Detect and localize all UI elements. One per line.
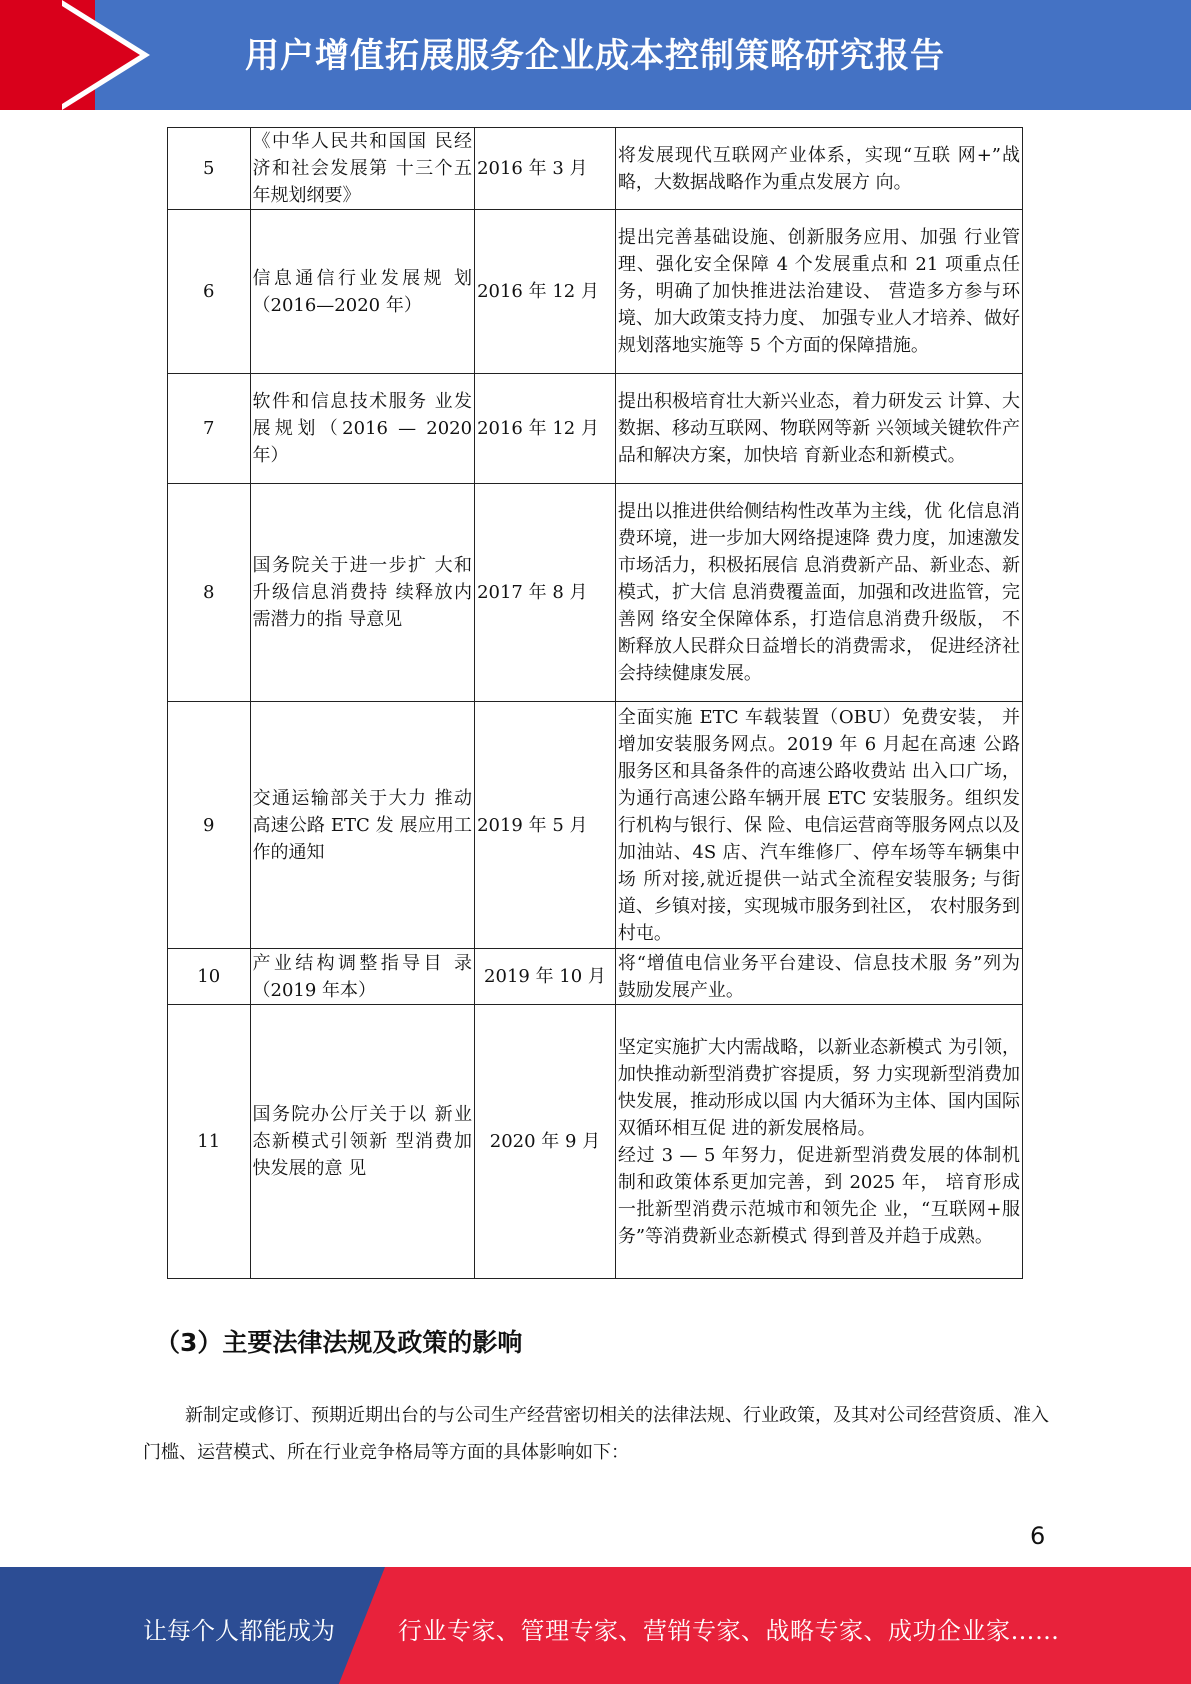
header-arrow xyxy=(62,6,140,104)
policy-name: 软件和信息技术服务 业发展规划（2016 — 2020 年） xyxy=(250,374,475,484)
row-number: 6 xyxy=(168,210,251,374)
policy-name: 国务院关于进一步扩 大和升级信息消费持 续释放内需潜力的指 导意见 xyxy=(250,484,475,702)
policy-name: 国务院办公厅关于以 新业态新模式引领新 型消费加快发展的意 见 xyxy=(250,1005,475,1279)
content-paragraph: 提出以推进供给侧结构性改革为主线，优 化信息消费环境，进一步加大网络提速降 费力度，加速激发市场活力，积极拓展信 息消费新产品、新业态、新模式，扩大信 息消费覆盖面，加强和改进监管，完善网 络安全保障体系，打造信息消费升级版， 不断释放人民群众日益增长的消费需求， 促进经济社会持续健康发展。 xyxy=(617,501,1020,684)
table-row xyxy=(168,484,1023,702)
policy-content xyxy=(615,949,1022,1005)
issue-date: 2017 年 8 月 xyxy=(475,484,616,702)
page-header xyxy=(0,0,1191,110)
table-row xyxy=(168,949,1023,1005)
issue-date: 2016 年 12 月 xyxy=(475,374,616,484)
footer-slogan-lead: 让每个人都能成为 xyxy=(143,1617,335,1645)
content-paragraph: 将“增值电信业务平台建设、信息技术服 务”列为鼓励发展产业。 xyxy=(617,952,1020,1001)
row-number: 8 xyxy=(168,484,251,702)
policy-table xyxy=(167,127,1023,1279)
policy-name: 《中华人民共和国国 民经济和社会发展第 十三个五年规划纲要》 xyxy=(250,128,475,210)
issue-date: 2019 年 5 月 xyxy=(475,702,616,949)
policy-content xyxy=(615,128,1022,210)
page-footer xyxy=(0,1567,1191,1684)
issue-date: 2020 年 9 月 xyxy=(475,1005,616,1279)
row-number: 11 xyxy=(168,1005,251,1279)
row-number: 10 xyxy=(168,949,251,1005)
table-row xyxy=(168,1005,1023,1279)
row-number: 5 xyxy=(168,128,251,210)
policy-name: 产业结构调整指导目 录（2019 年本） xyxy=(250,949,475,1005)
content-paragraph: 全面实施 ETC 车载装置（OBU）免费安装， 并增加安装服务网点。2019 年 6 月起在高速 公路服务区和具备条件的高速公路收费站 出入口广场，为通行高速公路车辆开展 ETC 安装服务。组织发行机构与银行、保 险、电信运营商等服务网点以及加油站、4S 店、汽车维修厂、停车场等车辆集中场 所对接,就近提供一站式全流程安装服务; 与街道、乡镇对接，实现城市服务到社区， 农村服务到村屯。 xyxy=(617,706,1020,944)
content-paragraph: 提出完善基础设施、创新服务应用、加强 行业管理、强化安全保障 4 个发展重点和 21 项重点任务，明确了加快推进法治建设、 营造多方参与环境、加大政策支持力度、 加强专业人才培养、做好规划落地实施等 5 个方面的保障措施。 xyxy=(617,227,1020,356)
body-paragraph: 新制定或修订、预期近期出台的与公司生产经营密切相关的法律法规、行业政策，及其对公司经营资质、准入门槛、运营模式、所在行业竞争格局等方面的具体影响如下： xyxy=(143,1405,1049,1463)
row-number: 7 xyxy=(168,374,251,484)
content-paragraph: 坚定实施扩大内需战略，以新业态新模式 为引领，加快推动新型消费扩容提质，努 力实现新型消费加快发展，推动形成以国 内大循环为主体、国内国际双循环相互促 进的新发展格局。 xyxy=(617,1036,1020,1139)
policy-name: 信息通信行业发展规 划（2016—2020 年） xyxy=(250,210,475,374)
section-heading: （3）主要法律法规及政策的影响 xyxy=(155,1328,523,1357)
policy-name: 交通运输部关于大力 推动高速公路 ETC 发 展应用工作的通知 xyxy=(250,702,475,949)
report-title: 用户增值拓展服务企业成本控制策略研究报告 xyxy=(245,36,945,76)
content-paragraph: 提出积极培育壮大新兴业态，着力研发云 计算、大数据、移动互联网、物联网等新 兴领域关键软件产品和解决方案，加快培 育新业态和新模式。 xyxy=(617,391,1020,466)
issue-date: 2016 年 3 月 xyxy=(475,128,616,210)
page-number: 6 xyxy=(1030,1522,1046,1550)
table-row xyxy=(168,374,1023,484)
row-number: 9 xyxy=(168,702,251,949)
policy-content xyxy=(615,484,1022,702)
issue-date: 2019 年 10 月 xyxy=(475,949,616,1005)
issue-date: 2016 年 12 月 xyxy=(475,210,616,374)
table-row xyxy=(168,210,1023,374)
table-row xyxy=(168,128,1023,210)
content-paragraph: 将发展现代互联网产业体系，实现“互联 网+”战略，大数据战略作为重点发展方 向。 xyxy=(617,144,1020,193)
policy-content xyxy=(615,702,1022,949)
policy-content xyxy=(615,210,1022,374)
footer-slogan-roles: 行业专家、管理专家、营销专家、战略专家、成功企业家…… xyxy=(398,1617,1060,1645)
policy-content xyxy=(615,374,1022,484)
content-paragraph: 经过 3 — 5 年努力，促进新型消费发展的体制机制和政策体系更加完善，到 2025 年， 培育形成一批新型消费示范城市和领先企 业，“互联网+服务”等消费新业态新模式 得到普及并趋于成熟。 xyxy=(617,1144,1020,1247)
table-row xyxy=(168,702,1023,949)
policy-content xyxy=(615,1005,1022,1279)
